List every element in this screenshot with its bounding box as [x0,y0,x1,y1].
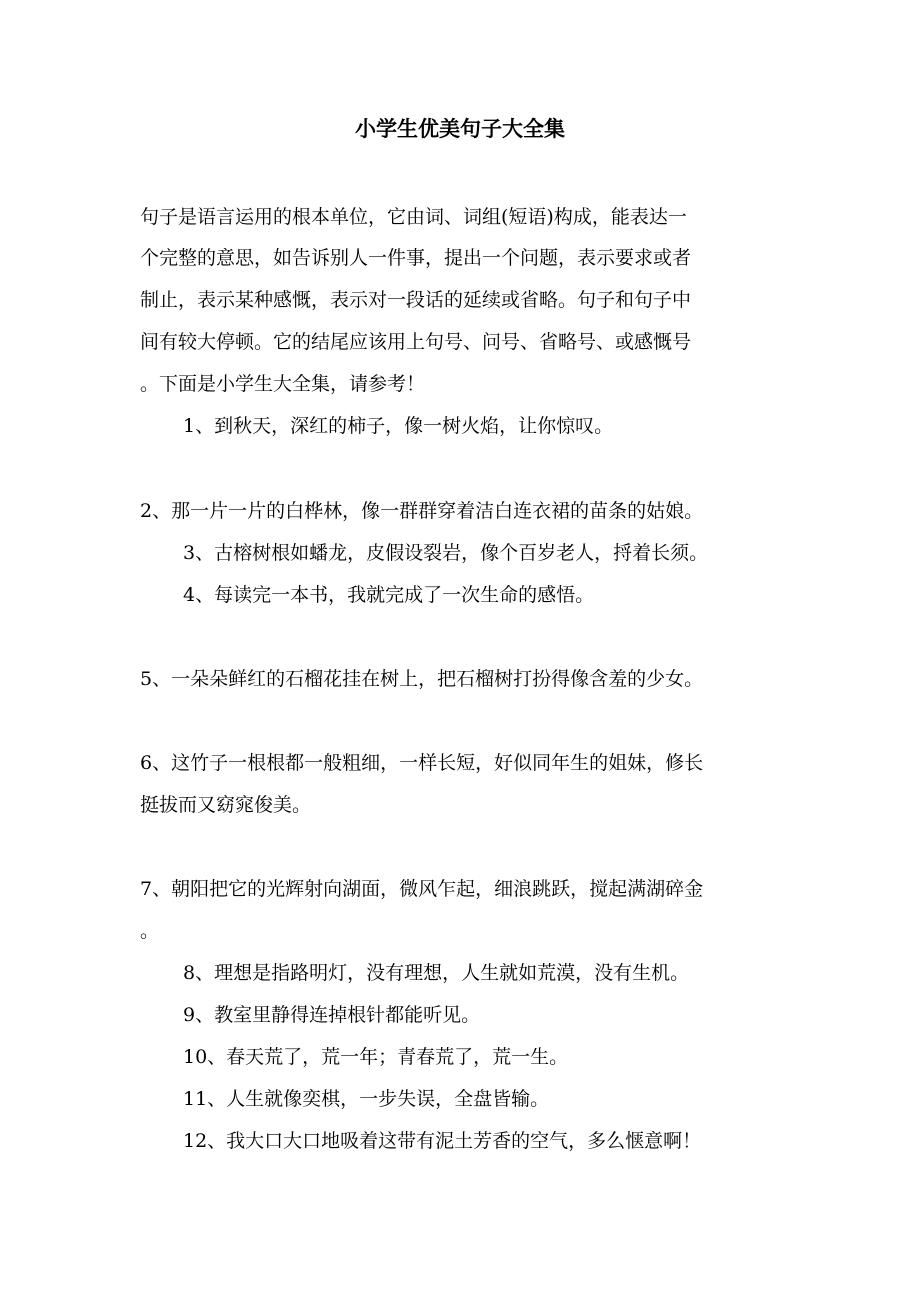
sentence-item-8: 8、理想是指路明灯，没有理想，人生就如荒漠，没有生机。 [183,962,690,984]
sentence-item-9: 9、教室里静得连掉根针都能听见。 [183,1004,481,1026]
sentence-item-11: 11、人生就像奕棋，一步失误，全盘皆输。 [183,1088,550,1110]
sentence-item-4: 4、每读完一本书，我就完成了一次生命的感悟。 [183,584,595,606]
sentence-item-12: 12、我大口大口地吸着这带有泥土芳香的空气，多么惬意啊！ [183,1130,702,1152]
sentence-item-5: 5、一朵朵鲜红的石榴花挂在树上，把石榴树打扮得像含羞的少女。 [140,668,704,690]
intro-line-2: 个完整的意思，如告诉别人一件事，提出一个问题，表示要求或者 [140,247,692,269]
sentence-item-6-line-2: 挺拔而又窈窕俊美。 [140,794,312,816]
intro-line-5: 。下面是小学生大全集，请参考！ [140,373,426,395]
intro-line-1: 句子是语言运用的根本单位，它由词、词组(短语)构成，能表达一 [140,206,687,228]
document-title: 小学生优美句子大全集 [355,117,565,141]
intro-line-3: 制止，表示某种感慨，表示对一段话的延续或省略。句子和句子中 [140,289,692,311]
sentence-item-3: 3、古榕树根如蟠龙，皮假设裂岩，像个百岁老人，捋着长须。 [183,542,709,564]
sentence-item-6-line-1: 6、这竹子一根根都一般粗细，一样长短，好似同年生的姐妹，修长 [140,752,704,774]
sentence-item-2: 2、那一片一片的白桦林，像一群群穿着洁白连衣裙的苗条的姑娘。 [140,500,704,522]
sentence-item-7-line-2: 。 [140,920,160,942]
intro-line-4: 间有较大停顿。它的结尾应该用上句号、问号、省略号、或感慨号 [140,331,692,353]
sentence-item-1: 1、到秋天，深红的柿子，像一树火焰，让你惊叹。 [183,415,614,437]
sentence-item-7-line-1: 7、朝阳把它的光辉射向湖面，微风乍起，细浪跳跃，搅起满湖碎金 [140,878,704,900]
sentence-item-10: 10、春天荒了，荒一年；青春荒了，荒一生。 [183,1046,569,1068]
